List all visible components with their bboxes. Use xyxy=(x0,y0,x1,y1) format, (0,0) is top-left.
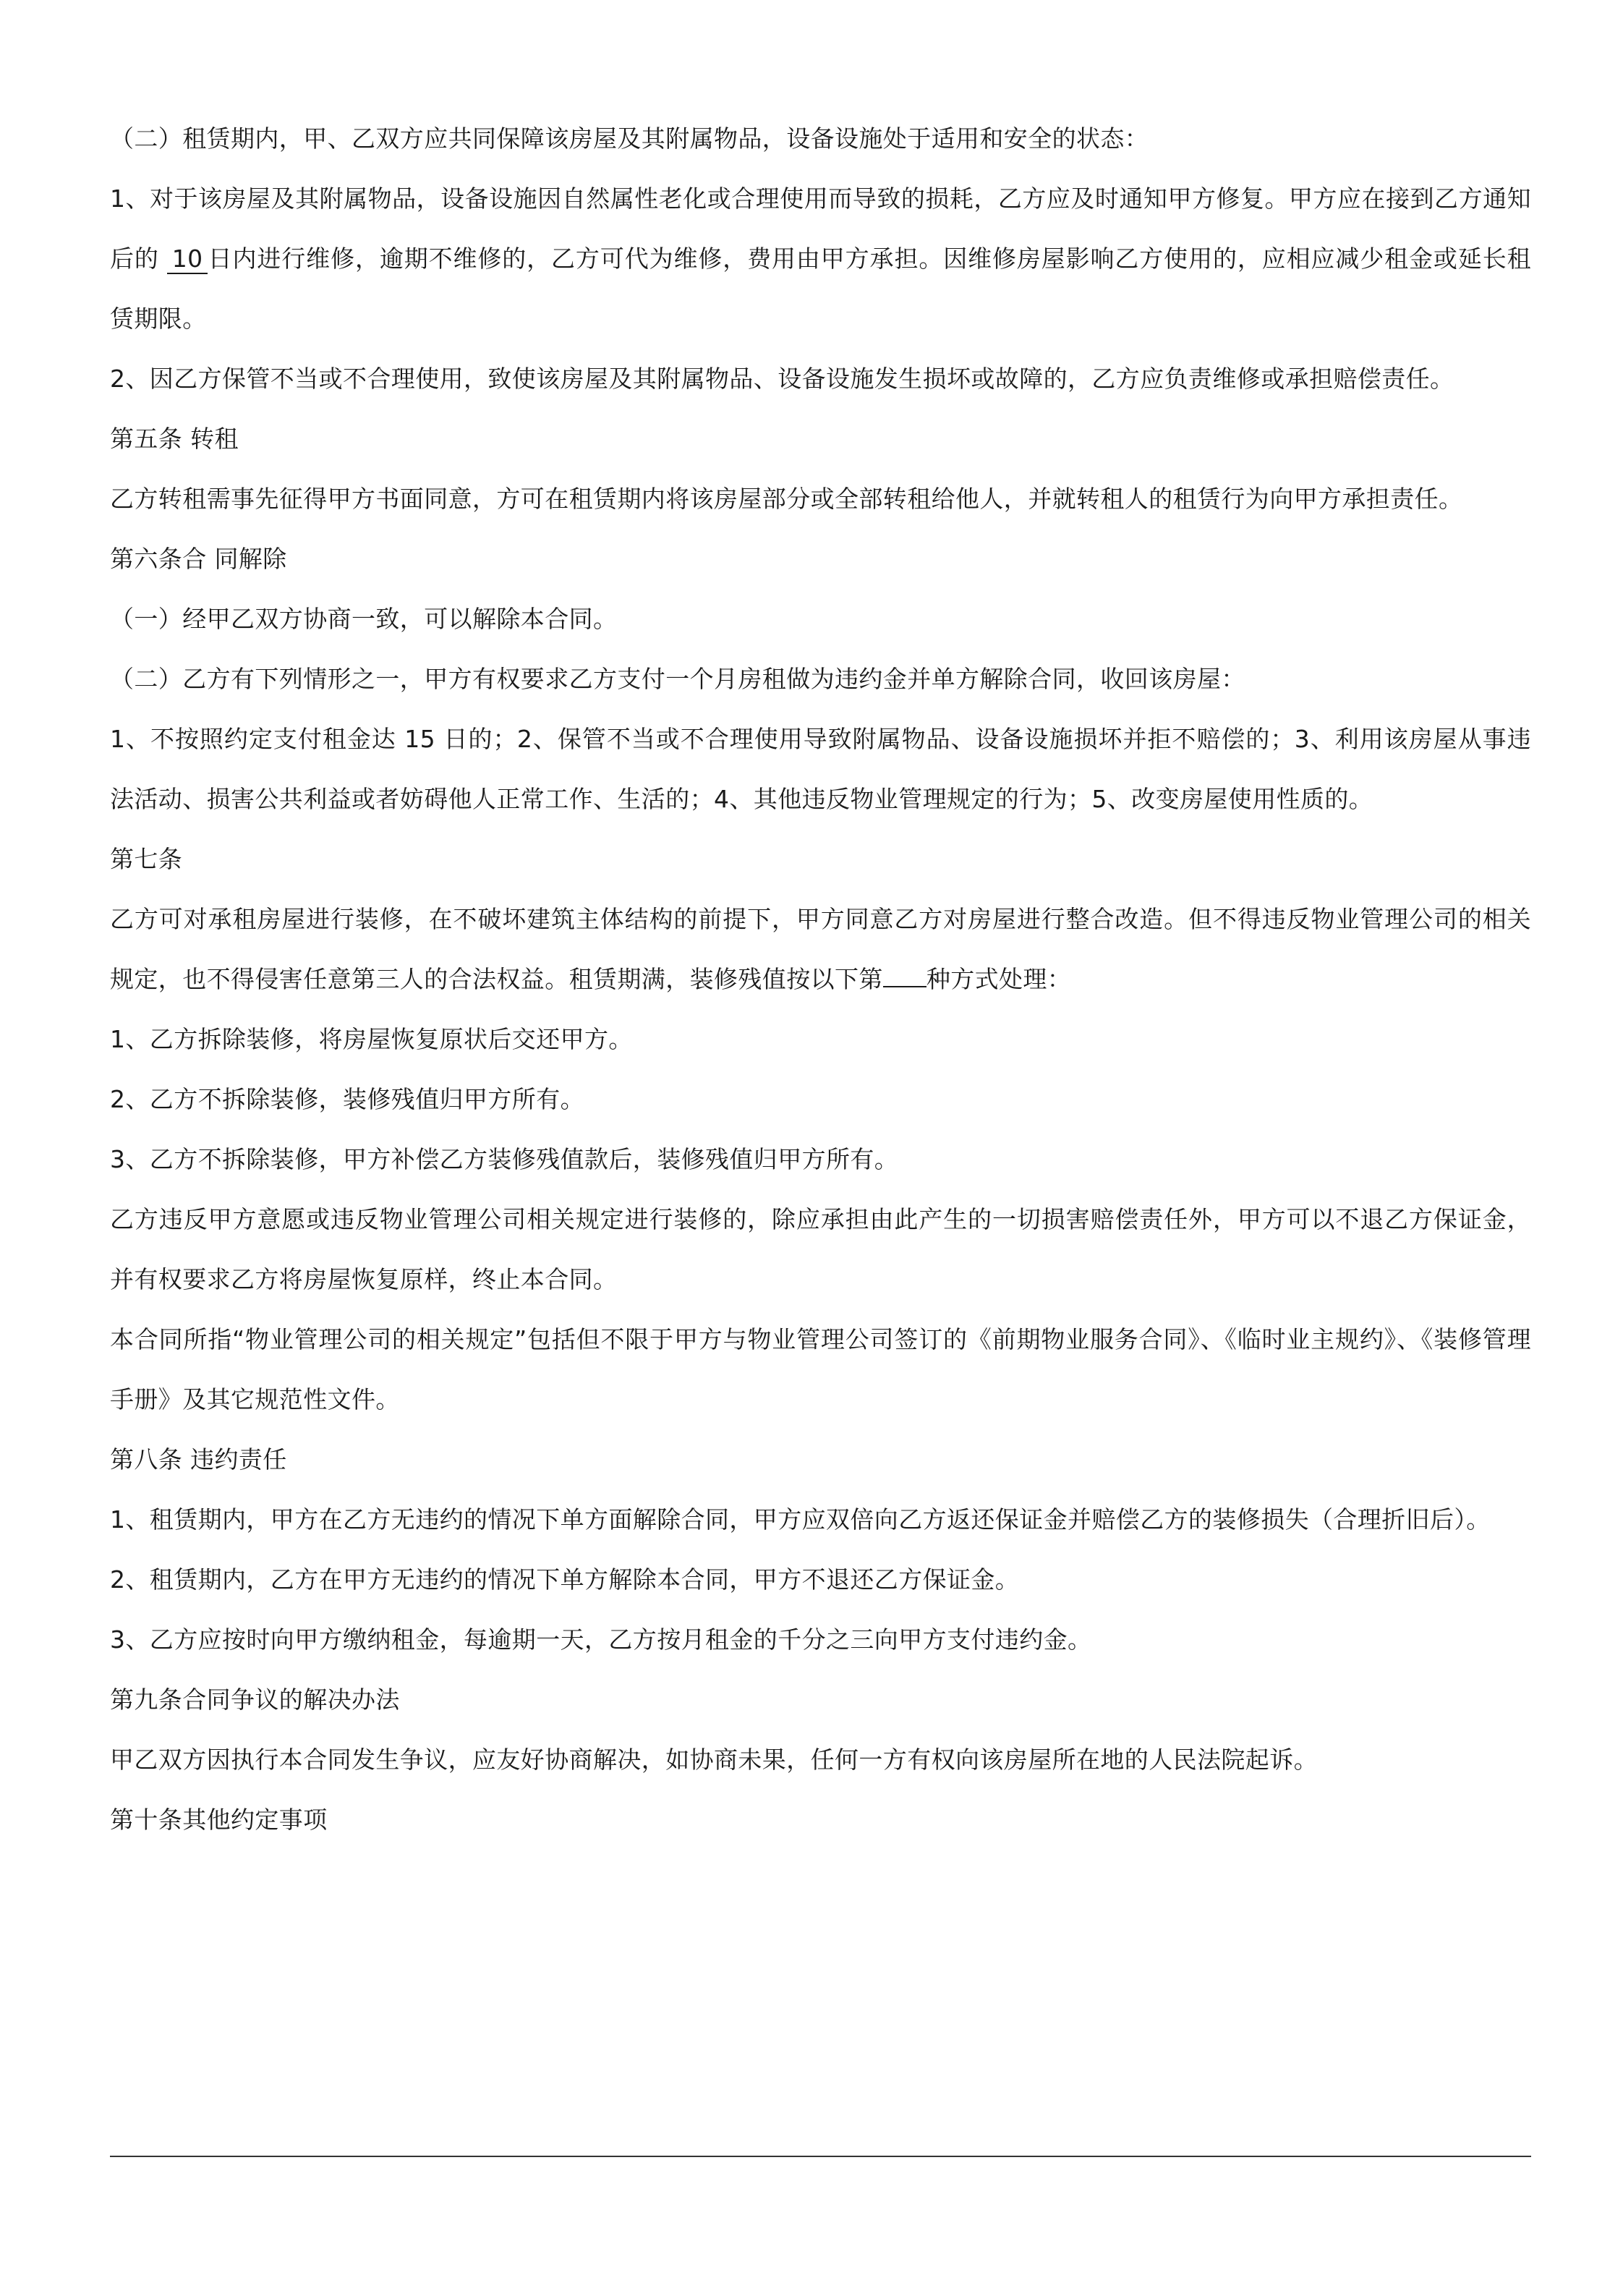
clause-text: 1、对于该房屋及其附属物品，设备设施因自然属性老化或合理使用而导致的损耗，乙方应及时通知甲方修复。甲方应在接到乙方通知后的 xyxy=(110,184,1531,273)
method-choice-blank[interactable] xyxy=(883,986,926,987)
article-8-item-2: 2、租赁期内，乙方在甲方无违约的情况下单方解除本合同，甲方不退还乙方保证金。 xyxy=(110,1565,1020,1594)
article-5-heading: 第五条 转租 xyxy=(110,425,239,453)
article-7-option-2: 2、乙方不拆除装修，装修残值归甲方所有。 xyxy=(110,1085,584,1113)
clause-4-2-item-2: 2、因乙方保管不当或不合理使用，致使该房屋及其附属物品、设备设施发生损坏或故障的，乙方应负责维修或承担赔偿责任。 xyxy=(110,365,1454,393)
article-9-heading: 第九条合同争议的解决办法 xyxy=(110,1685,400,1714)
article-6-conditions: 1、不按照约定支付租金达 15 日的；2、保管不当或不合理使用导致附属物品、设备设施损坏并拒不赔偿的；3、利用该房屋从事违法活动、损害公共利益或者妨碍他人正常工作、生活的；4、其他违反物业管理规定的行为；5、改变房屋使用性质的。 xyxy=(110,725,1531,813)
article-7-option-1: 1、乙方拆除装修，将房屋恢复原状后交还甲方。 xyxy=(110,1025,633,1053)
article-8-item-1: 1、租赁期内，甲方在乙方无违约的情况下单方面解除合同，甲方应双倍向乙方返还保证金并赔偿乙方的装修损失（合理折旧后）。 xyxy=(110,1505,1491,1534)
article-9-body: 甲乙双方因执行本合同发生争议，应友好协商解决，如协商未果，任何一方有权向该房屋所在地的人民法院起诉。 xyxy=(110,1746,1318,1774)
article-6-item-2: （二）乙方有下列情形之一，甲方有权要求乙方支付一个月房租做为违约金并单方解除合同，收回该房屋： xyxy=(110,665,1245,693)
clause-text: 日内进行维修，逾期不维修的，乙方可代为维修，费用由甲方承担。因维修房屋影响乙方使用的，应相应减少租金或延长租赁期限。 xyxy=(110,245,1531,333)
clause-4-2-item-1 xyxy=(110,169,1531,349)
document-body xyxy=(110,109,1531,1850)
clause-4-2-heading: （二）租赁期内，甲、乙双方应共同保障该房屋及其附属物品，设备设施处于适用和安全的状态： xyxy=(110,124,1149,153)
clause-text: 乙方可对承租房屋进行装修，在不破坏建筑主体结构的前提下，甲方同意乙方对房屋进行整合改造。但不得违反物业管理公司的相关规定，也不得侵害任意第三人的合法权益。租赁期满，装修残值按以下第 xyxy=(110,905,1531,993)
article-7-body xyxy=(110,889,1531,1009)
article-7-option-3: 3、乙方不拆除装修，甲方补偿乙方装修残值款后，装修残值归甲方所有。 xyxy=(110,1145,899,1173)
article-7-violation: 乙方违反甲方意愿或违反物业管理公司相关规定进行装修的，除应承担由此产生的一切损害赔偿责任外，甲方可以不退乙方保证金，并有权要求乙方将房屋恢复原样，终止本合同。 xyxy=(110,1205,1531,1293)
article-5-body: 乙方转租需事先征得甲方书面同意，方可在租赁期内将该房屋部分或全部转租给他人，并就转租人的租赁行为向甲方承担责任。 xyxy=(110,485,1463,513)
article-10-heading: 第十条其他约定事项 xyxy=(110,1806,328,1834)
clause-text: 种方式处理： xyxy=(926,965,1072,993)
article-6-item-1: （一）经甲乙双方协商一致，可以解除本合同。 xyxy=(110,605,618,633)
repair-days-blank[interactable]: 10 xyxy=(167,245,208,274)
article-8-heading: 第八条 违约责任 xyxy=(110,1445,287,1474)
article-6-heading: 第六条合 同解除 xyxy=(110,545,287,573)
article-8-item-3: 3、乙方应按时向甲方缴纳租金，每逾期一天，乙方按月租金的千分之三向甲方支付违约金。 xyxy=(110,1625,1092,1654)
footer-divider xyxy=(110,2156,1531,2157)
article-7-heading: 第七条 xyxy=(110,845,183,873)
article-7-definition: 本合同所指“物业管理公司的相关规定”包括但不限于甲方与物业管理公司签订的《前期物业服务合同》、《临时业主规约》、《装修管理手册》及其它规范性文件。 xyxy=(110,1325,1531,1413)
